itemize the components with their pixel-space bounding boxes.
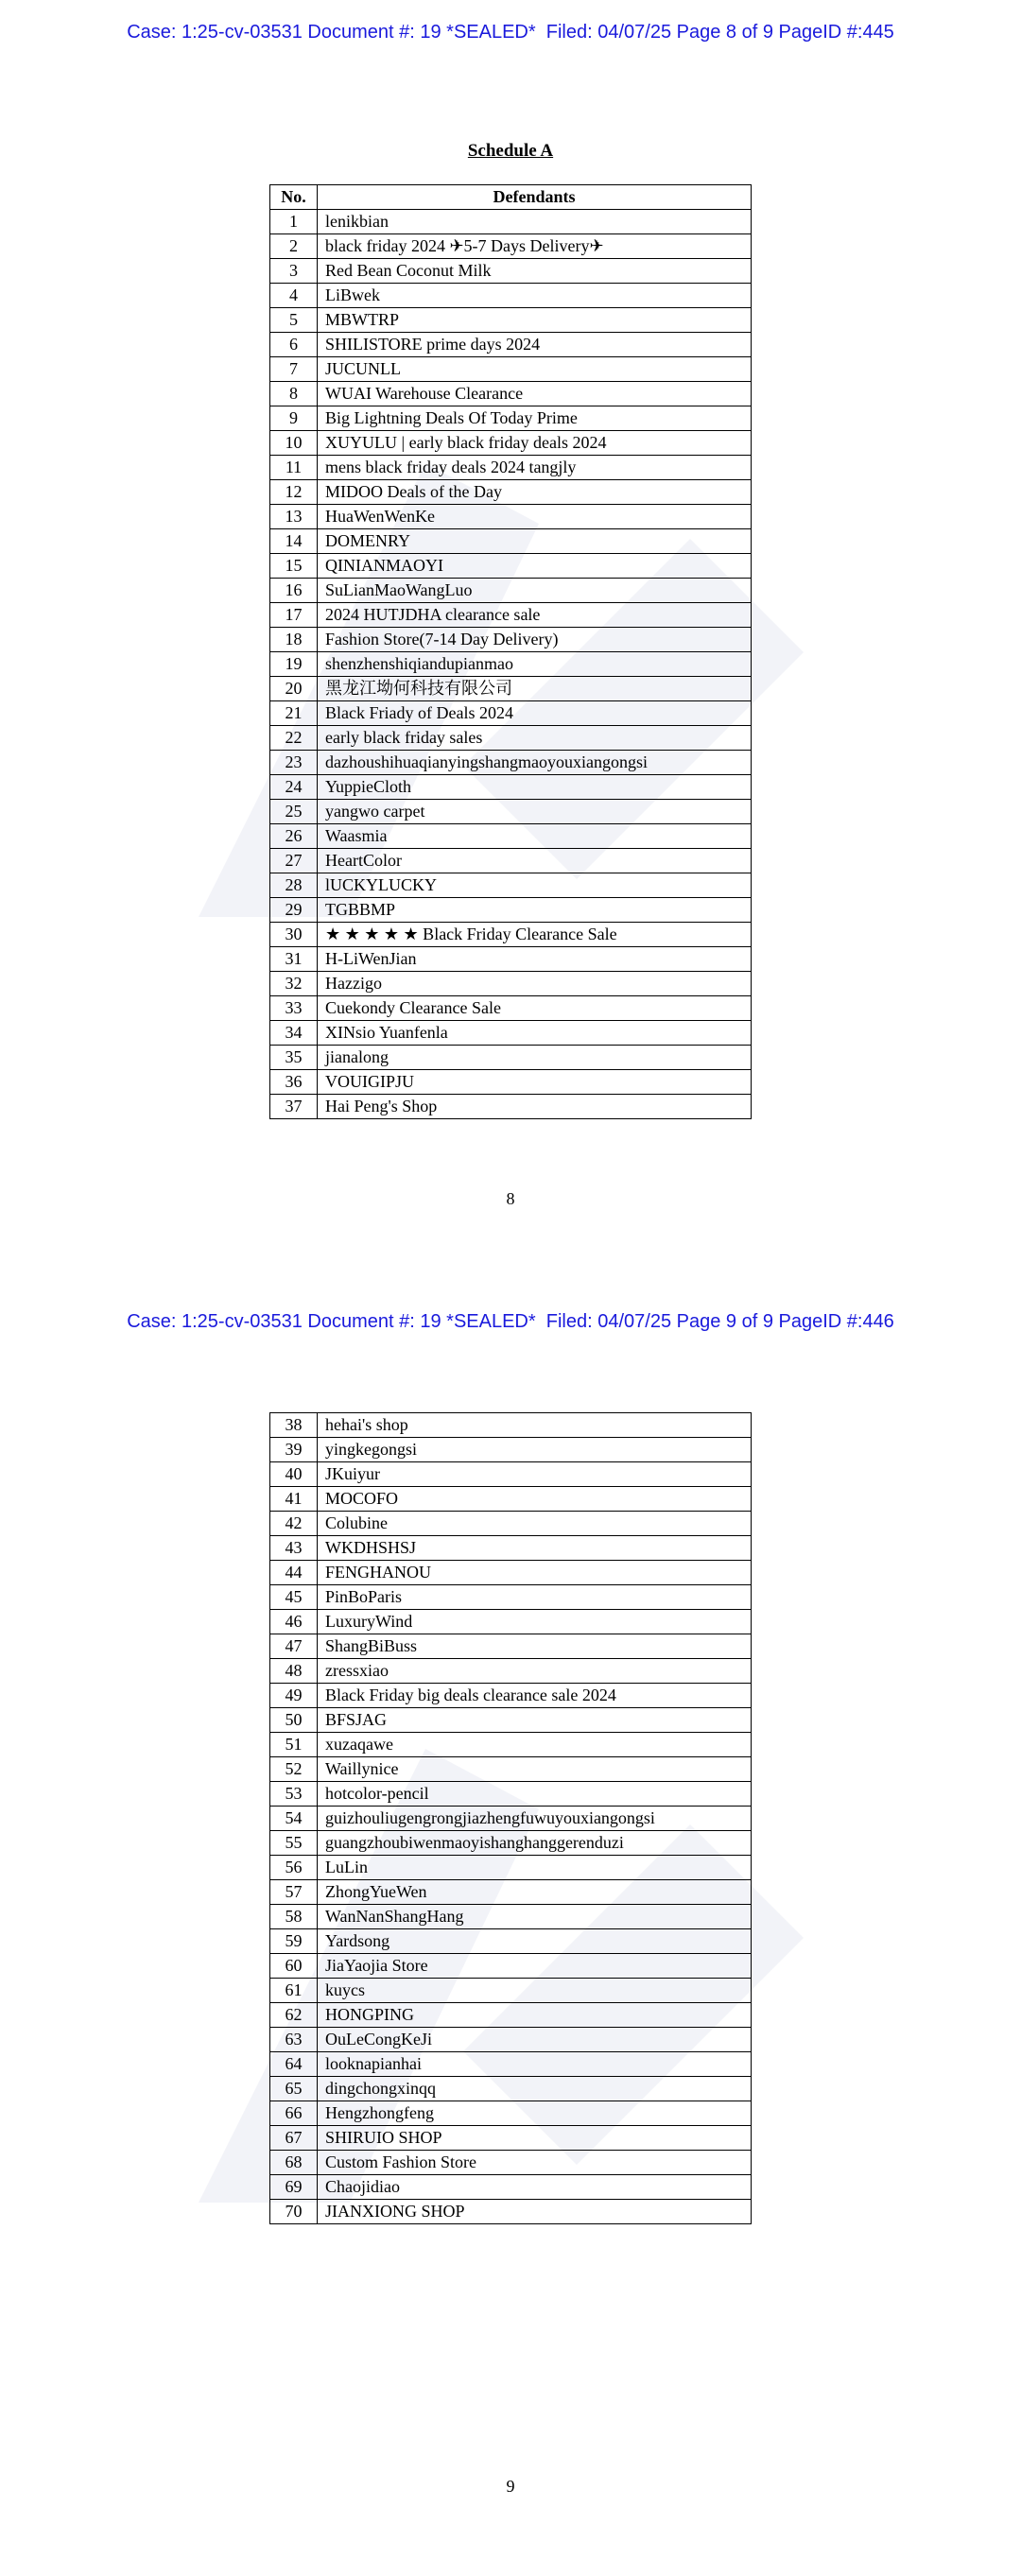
row-number: 63 <box>270 2028 318 2052</box>
row-number: 11 <box>270 456 318 480</box>
row-number: 38 <box>270 1413 318 1438</box>
row-number: 62 <box>270 2003 318 2028</box>
defendant-name: guizhouliugengrongjiazhengfuwuyouxiangongsi <box>318 1807 752 1831</box>
defendant-name: DOMENRY <box>318 529 752 554</box>
defendant-name: FENGHANOU <box>318 1561 752 1585</box>
row-number: 10 <box>270 431 318 456</box>
defendant-name: SHILISTORE prime days 2024 <box>318 333 752 357</box>
defendant-name: HONGPING <box>318 2003 752 2028</box>
row-number: 60 <box>270 1954 318 1979</box>
defendant-name: Chaojidiao <box>318 2175 752 2200</box>
table-row <box>270 677 752 701</box>
defendant-name: WUAI Warehouse Clearance <box>318 382 752 406</box>
row-number: 21 <box>270 701 318 726</box>
case-header: Case: 1:25-cv-03531 Document #: 19 *SEALED* Filed: 04/07/25 Page 9 of 9 PageID #:446 <box>127 1311 894 1332</box>
table-row <box>270 1487 752 1512</box>
table-row <box>270 2003 752 2028</box>
row-number: 34 <box>270 1021 318 1046</box>
defendant-name: SuLianMaoWangLuo <box>318 579 752 603</box>
defendant-name: JiaYaojia Store <box>318 1954 752 1979</box>
page-number: 8 <box>506 1189 515 1208</box>
row-number: 17 <box>270 603 318 628</box>
row-number: 5 <box>270 308 318 333</box>
table-row <box>270 1438 752 1462</box>
row-number: 69 <box>270 2175 318 2200</box>
defendant-name: ShangBiBuss <box>318 1634 752 1659</box>
defendant-name: LiBwek <box>318 284 752 308</box>
defendant-name: BFSJAG <box>318 1708 752 1733</box>
defendant-name: TGBBMP <box>318 898 752 923</box>
defendant-name: 2024 HUTJDHA clearance sale <box>318 603 752 628</box>
defendant-name: Colubine <box>318 1512 752 1536</box>
defendant-name: guangzhoubiwenmaoyishanghanggerenduzi <box>318 1831 752 1856</box>
table-row <box>270 1610 752 1634</box>
document-page-8 <box>0 0 1021 1257</box>
table-row <box>270 972 752 996</box>
row-number: 67 <box>270 2126 318 2151</box>
row-number: 66 <box>270 2101 318 2126</box>
defendant-name: Red Bean Coconut Milk <box>318 259 752 284</box>
row-number: 23 <box>270 751 318 775</box>
table-row <box>270 554 752 579</box>
table-row <box>270 529 752 554</box>
defendant-name: Black Friday big deals clearance sale 2024 <box>318 1684 752 1708</box>
row-number: 54 <box>270 1807 318 1831</box>
row-number: 48 <box>270 1659 318 1684</box>
table-row <box>270 1929 752 1954</box>
table-row <box>270 2200 752 2224</box>
row-number: 44 <box>270 1561 318 1585</box>
row-number: 56 <box>270 1856 318 1880</box>
row-number: 19 <box>270 652 318 677</box>
table-row <box>270 234 752 259</box>
defendant-name: QINIANMAOYI <box>318 554 752 579</box>
defendant-name: early black friday sales <box>318 726 752 751</box>
row-number: 55 <box>270 1831 318 1856</box>
table-row <box>270 1954 752 1979</box>
table-row <box>270 2151 752 2175</box>
defendant-name: Hazzigo <box>318 972 752 996</box>
row-number: 26 <box>270 824 318 849</box>
defendant-name: Hengzhongfeng <box>318 2101 752 2126</box>
row-number: 8 <box>270 382 318 406</box>
row-number: 4 <box>270 284 318 308</box>
row-number: 22 <box>270 726 318 751</box>
row-number: 33 <box>270 996 318 1021</box>
table-row <box>270 701 752 726</box>
table-row <box>270 824 752 849</box>
defendant-name: Yardsong <box>318 1929 752 1954</box>
table-row <box>270 382 752 406</box>
table-row <box>270 775 752 800</box>
defendant-name: OuLeCongKeJi <box>318 2028 752 2052</box>
table-row <box>270 726 752 751</box>
table-row <box>270 2028 752 2052</box>
row-number: 46 <box>270 1610 318 1634</box>
row-number: 13 <box>270 505 318 529</box>
defendant-name: zressxiao <box>318 1659 752 1684</box>
table-row <box>270 210 752 234</box>
row-number: 35 <box>270 1046 318 1070</box>
row-number: 49 <box>270 1684 318 1708</box>
row-number: 52 <box>270 1757 318 1782</box>
table-row <box>270 1512 752 1536</box>
row-number: 70 <box>270 2200 318 2224</box>
table-row <box>270 357 752 382</box>
defendant-name: lUCKYLUCKY <box>318 873 752 898</box>
table-row <box>270 1856 752 1880</box>
defendant-name: yangwo carpet <box>318 800 752 824</box>
row-number: 31 <box>270 947 318 972</box>
table-row <box>270 1684 752 1708</box>
table-row <box>270 1634 752 1659</box>
table-row <box>270 1046 752 1070</box>
page-number: 9 <box>506 2477 515 2496</box>
row-number: 15 <box>270 554 318 579</box>
row-number: 64 <box>270 2052 318 2077</box>
row-number: 18 <box>270 628 318 652</box>
defendant-name: Cuekondy Clearance Sale <box>318 996 752 1021</box>
row-number: 50 <box>270 1708 318 1733</box>
defendant-name: Black Friady of Deals 2024 <box>318 701 752 726</box>
row-number: 27 <box>270 849 318 873</box>
table-row <box>270 898 752 923</box>
row-number: 65 <box>270 2077 318 2101</box>
column-header-no: No. <box>270 185 318 210</box>
table-row <box>270 480 752 505</box>
defendant-name: JIANXIONG SHOP <box>318 2200 752 2224</box>
table-row <box>270 1585 752 1610</box>
defendant-name: LuLin <box>318 1856 752 1880</box>
defendant-name: JUCUNLL <box>318 357 752 382</box>
defendant-name: hotcolor-pencil <box>318 1782 752 1807</box>
row-number: 1 <box>270 210 318 234</box>
table-row <box>270 1782 752 1807</box>
row-number: 47 <box>270 1634 318 1659</box>
defendant-name: looknapianhai <box>318 2052 752 2077</box>
table-row <box>270 1021 752 1046</box>
row-number: 24 <box>270 775 318 800</box>
table-row <box>270 603 752 628</box>
row-number: 28 <box>270 873 318 898</box>
row-number: 41 <box>270 1487 318 1512</box>
defendant-name: dazhoushihuaqianyingshangmaoyouxiangongsi <box>318 751 752 775</box>
row-number: 57 <box>270 1880 318 1905</box>
table-row <box>270 947 752 972</box>
defendants-table <box>269 184 752 1119</box>
defendant-name: HeartColor <box>318 849 752 873</box>
defendant-name: LuxuryWind <box>318 1610 752 1634</box>
defendant-name: yingkegongsi <box>318 1438 752 1462</box>
table-row <box>270 1905 752 1929</box>
row-number: 32 <box>270 972 318 996</box>
row-number: 12 <box>270 480 318 505</box>
row-number: 2 <box>270 234 318 259</box>
column-header-defendants: Defendants <box>318 185 752 210</box>
table-row <box>270 579 752 603</box>
row-number: 45 <box>270 1585 318 1610</box>
defendant-name: hehai's shop <box>318 1413 752 1438</box>
table-row <box>270 849 752 873</box>
row-number: 53 <box>270 1782 318 1807</box>
document-page-9 <box>0 1286 1021 2576</box>
defendant-name: JKuiyur <box>318 1462 752 1487</box>
table-row <box>270 406 752 431</box>
table-row <box>270 1757 752 1782</box>
row-number: 58 <box>270 1905 318 1929</box>
table-row <box>270 751 752 775</box>
row-number: 68 <box>270 2151 318 2175</box>
table-row <box>270 1807 752 1831</box>
row-number: 3 <box>270 259 318 284</box>
table-row <box>270 333 752 357</box>
defendant-name: HuaWenWenKe <box>318 505 752 529</box>
row-number: 16 <box>270 579 318 603</box>
defendant-name: WKDHSHSJ <box>318 1536 752 1561</box>
table-row <box>270 259 752 284</box>
defendant-name: SHIRUIO SHOP <box>318 2126 752 2151</box>
table-row <box>270 1831 752 1856</box>
defendant-name: mens black friday deals 2024 tangjly <box>318 456 752 480</box>
table-row <box>270 431 752 456</box>
table-row <box>270 2126 752 2151</box>
defendant-name: YuppieCloth <box>318 775 752 800</box>
table-row <box>270 2175 752 2200</box>
defendant-name: MBWTRP <box>318 308 752 333</box>
defendant-name: kuycs <box>318 1979 752 2003</box>
row-number: 7 <box>270 357 318 382</box>
row-number: 6 <box>270 333 318 357</box>
defendant-name: XINsio Yuanfenla <box>318 1021 752 1046</box>
table-row <box>270 308 752 333</box>
defendant-name: VOUIGIPJU <box>318 1070 752 1095</box>
defendant-name: Waillynice <box>318 1757 752 1782</box>
table-row <box>270 2101 752 2126</box>
table-row <box>270 1708 752 1733</box>
table-row <box>270 996 752 1021</box>
defendant-name: Hai Peng's Shop <box>318 1095 752 1119</box>
defendant-name: Big Lightning Deals Of Today Prime <box>318 406 752 431</box>
row-number: 51 <box>270 1733 318 1757</box>
row-number: 25 <box>270 800 318 824</box>
defendant-name: ZhongYueWen <box>318 1880 752 1905</box>
table-row <box>270 923 752 947</box>
row-number: 43 <box>270 1536 318 1561</box>
table-row <box>270 505 752 529</box>
row-number: 20 <box>270 677 318 701</box>
defendants-table-continued <box>269 1412 752 2224</box>
defendant-name: xuzaqawe <box>318 1733 752 1757</box>
table-row <box>270 1095 752 1119</box>
table-row <box>270 873 752 898</box>
table-row <box>270 1462 752 1487</box>
defendant-name: XUYULU | early black friday deals 2024 <box>318 431 752 456</box>
table-header-row <box>270 185 752 210</box>
defendant-name: PinBoParis <box>318 1585 752 1610</box>
table-row <box>270 652 752 677</box>
row-number: 9 <box>270 406 318 431</box>
table-row <box>270 284 752 308</box>
defendant-name: H-LiWenJian <box>318 947 752 972</box>
row-number: 36 <box>270 1070 318 1095</box>
defendant-name: Waasmia <box>318 824 752 849</box>
row-number: 30 <box>270 923 318 947</box>
table-row <box>270 1413 752 1438</box>
row-number: 40 <box>270 1462 318 1487</box>
table-row <box>270 2052 752 2077</box>
table-row <box>270 456 752 480</box>
defendant-name: MOCOFO <box>318 1487 752 1512</box>
row-number: 42 <box>270 1512 318 1536</box>
defendant-name: WanNanShangHang <box>318 1905 752 1929</box>
table-row <box>270 1733 752 1757</box>
schedule-title: Schedule A <box>467 141 554 161</box>
row-number: 14 <box>270 529 318 554</box>
table-row <box>270 1880 752 1905</box>
defendant-name: black friday 2024 ✈5-7 Days Delivery✈ <box>318 234 752 259</box>
defendant-name: Custom Fashion Store <box>318 2151 752 2175</box>
table-row <box>270 1070 752 1095</box>
defendant-name: Fashion Store(7-14 Day Delivery) <box>318 628 752 652</box>
table-row <box>270 1561 752 1585</box>
table-row <box>270 2077 752 2101</box>
row-number: 39 <box>270 1438 318 1462</box>
case-header: Case: 1:25-cv-03531 Document #: 19 *SEALED* Filed: 04/07/25 Page 8 of 9 PageID #:445 <box>127 22 894 43</box>
table-row <box>270 628 752 652</box>
row-number: 37 <box>270 1095 318 1119</box>
table-row <box>270 1979 752 2003</box>
row-number: 59 <box>270 1929 318 1954</box>
defendant-name: 黑龙江坳何科技有限公司 <box>318 677 752 701</box>
table-row <box>270 800 752 824</box>
table-row <box>270 1659 752 1684</box>
defendant-name: jianalong <box>318 1046 752 1070</box>
defendant-name: ★ ★ ★ ★ ★ Black Friday Clearance Sale <box>318 923 752 947</box>
defendant-name: shenzhenshiqiandupianmao <box>318 652 752 677</box>
defendant-name: MIDOO Deals of the Day <box>318 480 752 505</box>
defendant-name: lenikbian <box>318 210 752 234</box>
defendant-name: dingchongxinqq <box>318 2077 752 2101</box>
table-row <box>270 1536 752 1561</box>
row-number: 29 <box>270 898 318 923</box>
row-number: 61 <box>270 1979 318 2003</box>
